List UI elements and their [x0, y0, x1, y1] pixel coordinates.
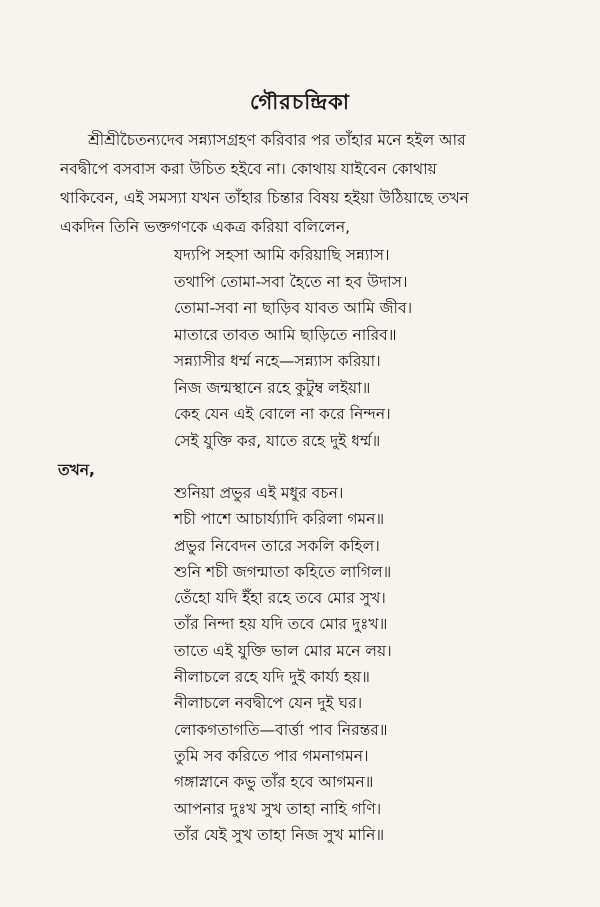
verse-line: নীলাচলে নবদ্বীপে যেন দুই ঘর।	[174, 694, 363, 713]
verse-line: মাতারে তাবত আমি ছাড়িতে নারিব॥	[174, 325, 397, 344]
verse-line: নীলাচলে রহে যদি দুই কার্য্য হয়॥	[174, 668, 370, 687]
paragraph-line: নবদ্বীপে বসবাস করা উচিত হইবে না। কোথায় যাইবেন কোথায়	[60, 160, 437, 178]
paragraph-line: একদিন তিনি ভক্তগণকে একত্র করিয়া বলিলেন,	[60, 218, 351, 236]
verse-line: সন্ন্যাসীর ধর্ম্ম নহে—সন্ন্যাস করিয়া।	[174, 352, 381, 370]
verse-line: কেহ যেন এই বোলে না করে নিন্দন।	[174, 405, 391, 423]
then-label: তখন,	[58, 461, 95, 479]
verse-block-two	[174, 480, 392, 848]
verse-line: তথাপি তোমা-সবা হৈতে না হব উদাস।	[174, 272, 408, 291]
verse-line: তাঁর নিন্দা হয় যদি তবে মোর দুঃখ॥	[174, 615, 388, 634]
verse-line: তোমা-সবা না ছাড়িব যাবত আমি জীব।	[174, 299, 413, 317]
verse-line: প্রভুর নিবেদন তারে সকলি কহিল।	[174, 536, 380, 555]
verse-line: শুনি শচী জগন্মাতা কহিতে লাগিল॥	[174, 562, 392, 581]
verse-line: গঙ্গাস্নানে কভু তাঁর হবে আগমন॥	[174, 773, 374, 792]
verse-line: আপনার দুঃখ সুখ তাহা নাহি গণি।	[174, 799, 382, 818]
verse-line: লোকগতাগতি—বার্ত্তা পাব নিরন্তর॥	[174, 720, 388, 739]
verse-line: শচী পাশে আচার্য্যাদি করিলা গমন॥	[174, 510, 385, 529]
verse-line: যদ্যপি সহসা আমি করিয়াছি সন্ন্যাস।	[174, 246, 390, 264]
verse-block-one	[174, 242, 412, 454]
verse-line: শুনিয়া প্রভুর এই মধুর বচন।	[174, 484, 344, 502]
verse-line: সেই যুক্তি কর, যাতে রহে দুই ধর্ম্ম॥	[174, 431, 381, 450]
verse-line: তেঁহো যদি ইঁহা রহে তবে মোর সুখ।	[174, 589, 386, 608]
verse-line: তুমি সব করিতে পার গমনাগমন।	[174, 746, 369, 765]
page-title: গৌরচন্দ্রিকা	[250, 90, 350, 114]
verse-line: তাঁর যেই সুখ তাহা নিজ সুখ মানি॥	[174, 825, 385, 844]
verse-line: নিজ জন্মস্থানে রহে কুটুম্ব লইয়া॥	[174, 378, 371, 397]
intro-paragraph	[60, 126, 560, 242]
paragraph-line: থাকিবেন, এই সমস্যা যখন তাঁহার চিন্তার বিষয় হইয়া উঠিয়াছে তখন	[60, 189, 469, 207]
verse-line: তাতে এই যুক্তি ভাল মোর মনে লয়।	[174, 641, 392, 660]
paragraph-line: শ্রীশ্রীচৈতন্যদেব সন্ন্যাসগ্রহণ করিবার পর তাঁহার মনে হইল আর	[88, 131, 466, 149]
